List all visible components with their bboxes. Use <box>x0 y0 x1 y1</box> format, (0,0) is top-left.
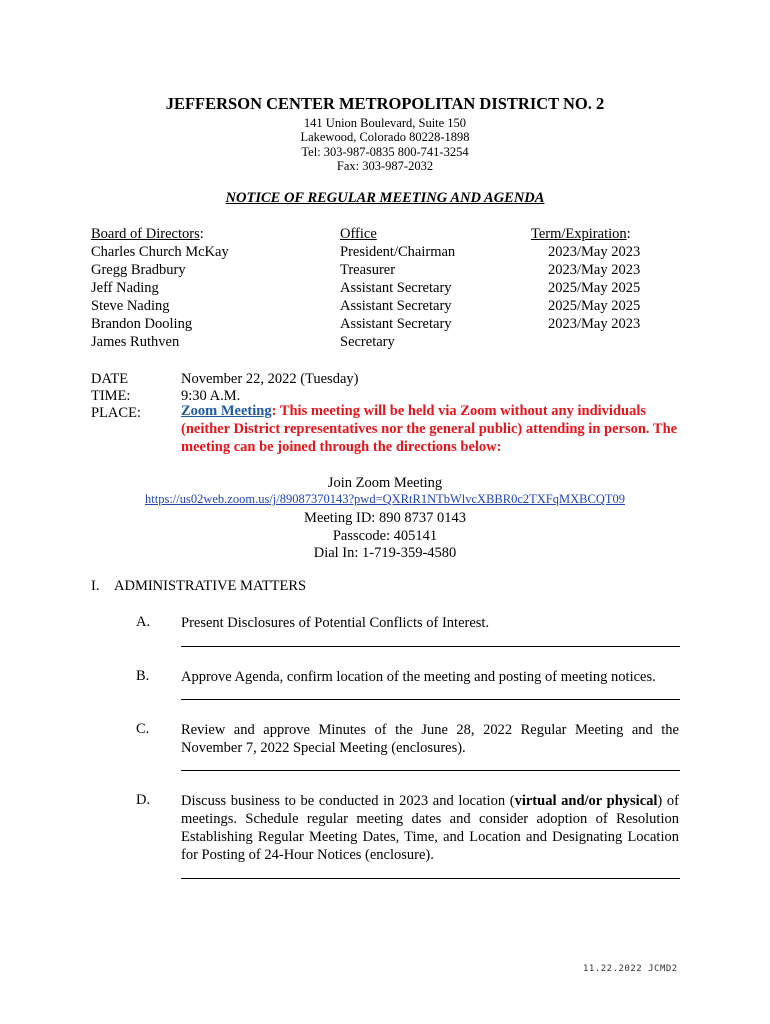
director-office: President/Chairman <box>340 244 456 260</box>
item-text: Approve Agenda, confirm location of the meeting and posting of meeting notices. <box>181 669 656 685</box>
director-office: Secretary <box>340 334 395 350</box>
director-office: Treasurer <box>340 262 396 278</box>
notice-title: NOTICE OF REGULAR MEETING AND AGENDA <box>225 190 545 206</box>
item-letter: B. <box>136 668 150 684</box>
office-header: Office <box>340 226 377 242</box>
item-rule <box>181 699 680 700</box>
place-note: This meeting will be held via Zoom without any individuals (neither District representatives nor the general public) attending in person. The meeting can be joined through the directions below: <box>181 403 678 455</box>
director-name: Charles Church McKay <box>91 244 229 260</box>
time-label: TIME: <box>91 388 131 404</box>
term-header: Term/Expiration: <box>531 226 631 242</box>
directors-header: Board of Directors: <box>91 226 204 242</box>
item-letter: C. <box>136 721 150 737</box>
address-line-1: 141 Union Boulevard, Suite 150 <box>303 116 467 130</box>
item-letter: D. <box>136 792 151 808</box>
board-term-column <box>531 225 640 333</box>
section-title: ADMINISTRATIVE MATTERS <box>114 578 307 594</box>
zoom-meeting-link[interactable]: Zoom Meeting <box>181 403 272 419</box>
director-name: Brandon Dooling <box>91 316 193 332</box>
item-text: Review and approve Minutes of the June 28, 2022 Regular Meeting and the November 7, 2022 Special Meeting (enclosures). <box>181 722 679 756</box>
date-value: November 22, 2022 (Tuesday) <box>181 371 359 387</box>
director-name: James Ruthven <box>91 334 180 350</box>
item-letter: A. <box>136 614 151 630</box>
item-rule <box>181 770 680 771</box>
item-rule <box>181 878 680 879</box>
item-text: Present Disclosures of Potential Conflicts of Interest. <box>181 615 490 631</box>
item-rule <box>181 646 680 647</box>
fax-line: Fax: 303-987-2032 <box>336 159 434 173</box>
dial-in: Dial In: 1-719-359-4580 <box>313 545 457 561</box>
director-office: Assistant Secretary <box>340 298 452 314</box>
district-title: JEFFERSON CENTER METROPOLITAN DISTRICT NO. 2 <box>165 94 605 113</box>
director-name: Steve Nading <box>91 298 170 314</box>
place-description: Zoom Meeting: This meeting will be held via Zoom without any individuals (neither District representatives nor the general public) attending in person. The meeting can be joined through the directions below: <box>181 403 678 455</box>
director-office: Assistant Secretary <box>340 280 452 296</box>
meeting-id: Meeting ID: 890 8737 0143 <box>304 510 466 526</box>
date-label: DATE <box>91 371 129 387</box>
board-directors-column <box>91 225 229 351</box>
join-zoom-heading: Join Zoom Meeting <box>327 475 443 491</box>
zoom-url-link[interactable]: https://us02web.zoom.us/j/89087370143?pwd=QXRtR1NTbWlvcXBBR0c2TXFqMXBCQT09 <box>145 492 625 506</box>
director-term: 2025/May 2025 <box>548 280 641 296</box>
director-office: Assistant Secretary <box>340 316 452 332</box>
board-office-column <box>340 225 455 351</box>
place-label: PLACE: <box>91 405 141 421</box>
time-value: 9:30 A.M. <box>181 388 241 404</box>
director-term: 2025/May 2025 <box>548 298 641 314</box>
director-name: Jeff Nading <box>91 280 159 296</box>
director-name: Gregg Bradbury <box>91 262 186 278</box>
item-text: Discuss business to be conducted in 2023 and location (virtual and/or physical) of meetings. Schedule regular meeting dates and consider adoption of Resolution Establishing Regular Meeting Dates, Time, and Location and Designating Location for Posting of 24-Hour Notices (enclosure). <box>181 793 679 863</box>
phone-line: Tel: 303-987-0835 800-741-3254 <box>301 145 469 159</box>
passcode: Passcode: 405141 <box>332 528 438 544</box>
director-term: 2023/May 2023 <box>548 244 641 260</box>
address-line-2: Lakewood, Colorado 80228-1898 <box>300 130 470 144</box>
director-term: 2023/May 2023 <box>548 316 641 332</box>
section-numeral: I. <box>91 578 100 594</box>
page-footer: 11.22.2022 JCMD2 <box>583 964 678 974</box>
director-term: 2023/May 2023 <box>548 262 641 278</box>
